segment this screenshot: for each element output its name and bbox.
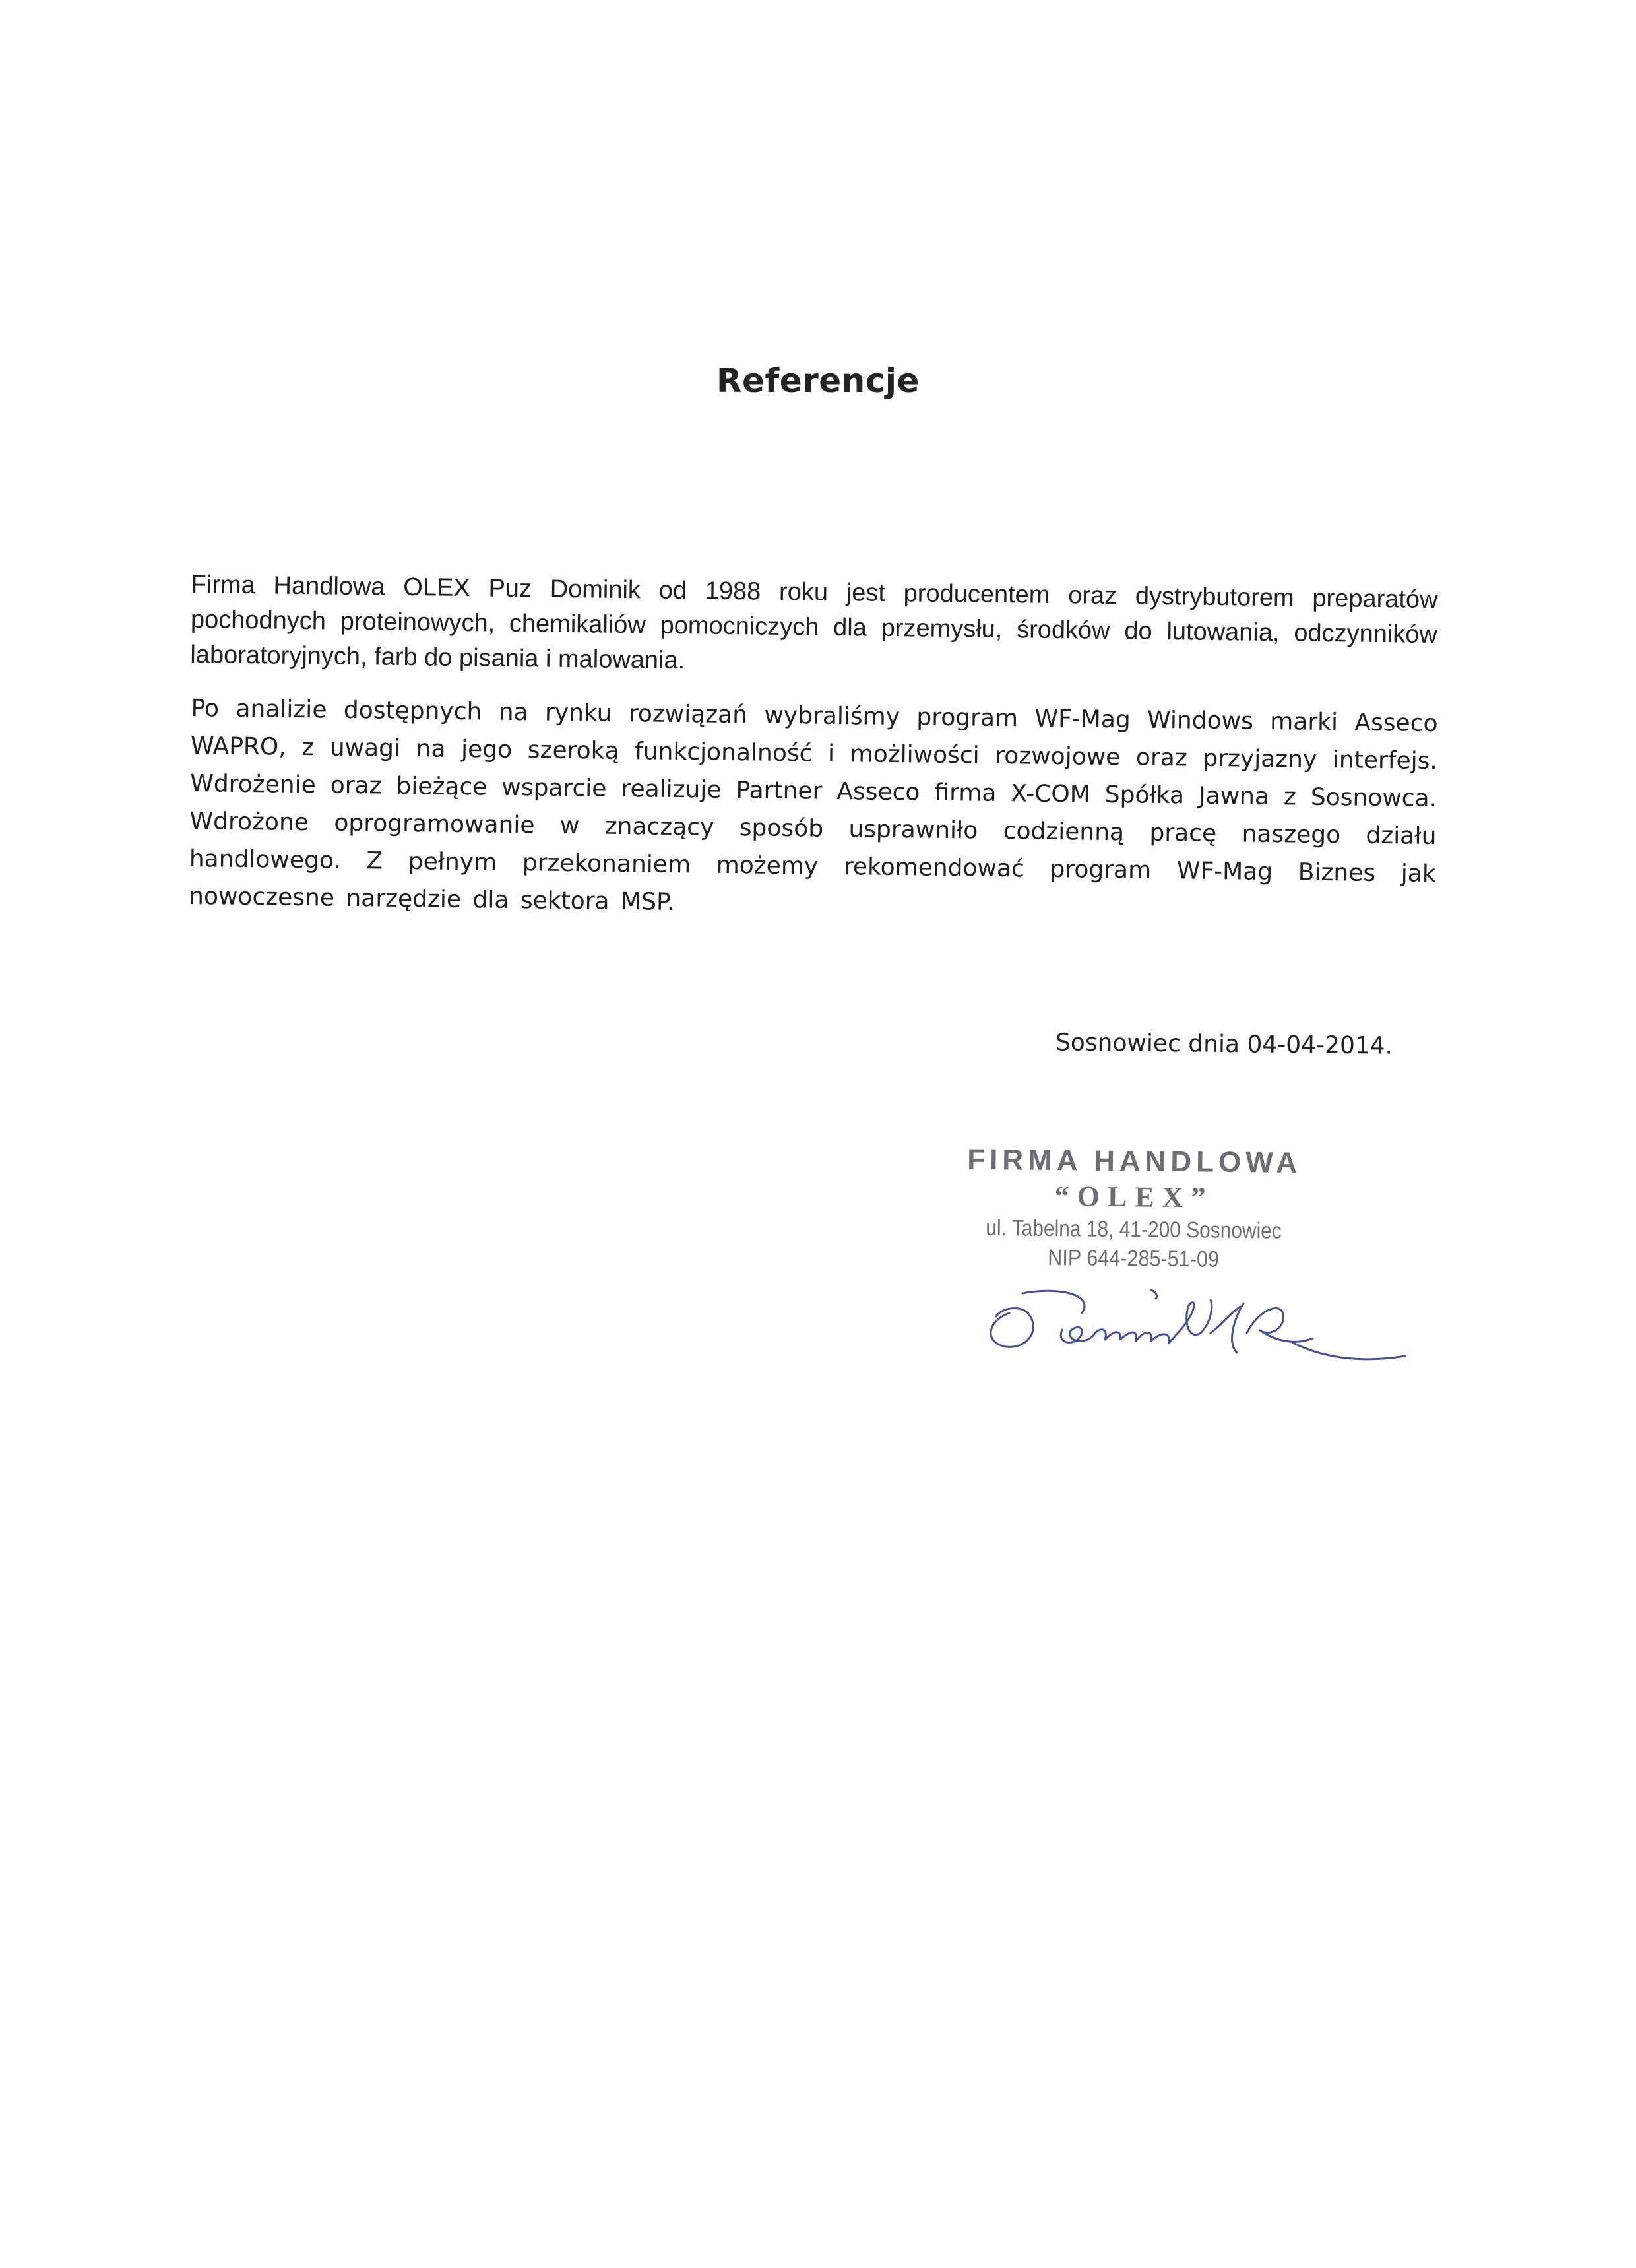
document-title: Referencje xyxy=(716,362,920,400)
paragraph-reference-body: Po analizie dostępnych na rynku rozwiązań wybraliśmy program WF-Mag Windows marki Asseco WAPRO, z uwagi na jego szeroką funkcjonalność i możliwości rozwojowe oraz przyjazny interfejs. Wdrożenie oraz bieżące wsparcie realizuje Partner Asseco firma X-COM Spółka Jawna z Sosnowca. Wdrożone oprogramowanie w znaczący sposób usprawniło codzienną pracę naszego działu handlowego. Z pełnym przekonaniem możemy rekomendować program WF-Mag Biznes jak nowoczesne narzędzie dla sektora MSP. xyxy=(188,694,1438,916)
stamp-line-nip: NIP 644-285-51-09 xyxy=(1048,1245,1220,1272)
paragraph-company-description: Firma Handlowa OLEX Puz Dominik od 1988 roku jest producentem oraz dystrybutorem preparatów pochodnych proteinowych, chemikaliów pomocniczych dla przemysłu, środków do lutowania, odczynników laboratoryjnych, farb do pisania i malowania. xyxy=(190,570,1438,675)
stamp-line-company: FIRMA HANDLOWA xyxy=(966,1143,1302,1180)
company-stamp xyxy=(922,1142,1346,1276)
stamp-line-name: “OLEX” xyxy=(1054,1180,1214,1214)
date-line: Sosnowiec dnia 04-04-2014. xyxy=(1055,1029,1393,1060)
stamp-line-address: ul. Tabelna 18, 41-200 Sosnowiec xyxy=(986,1215,1282,1244)
handwritten-signature xyxy=(983,1267,1412,1366)
